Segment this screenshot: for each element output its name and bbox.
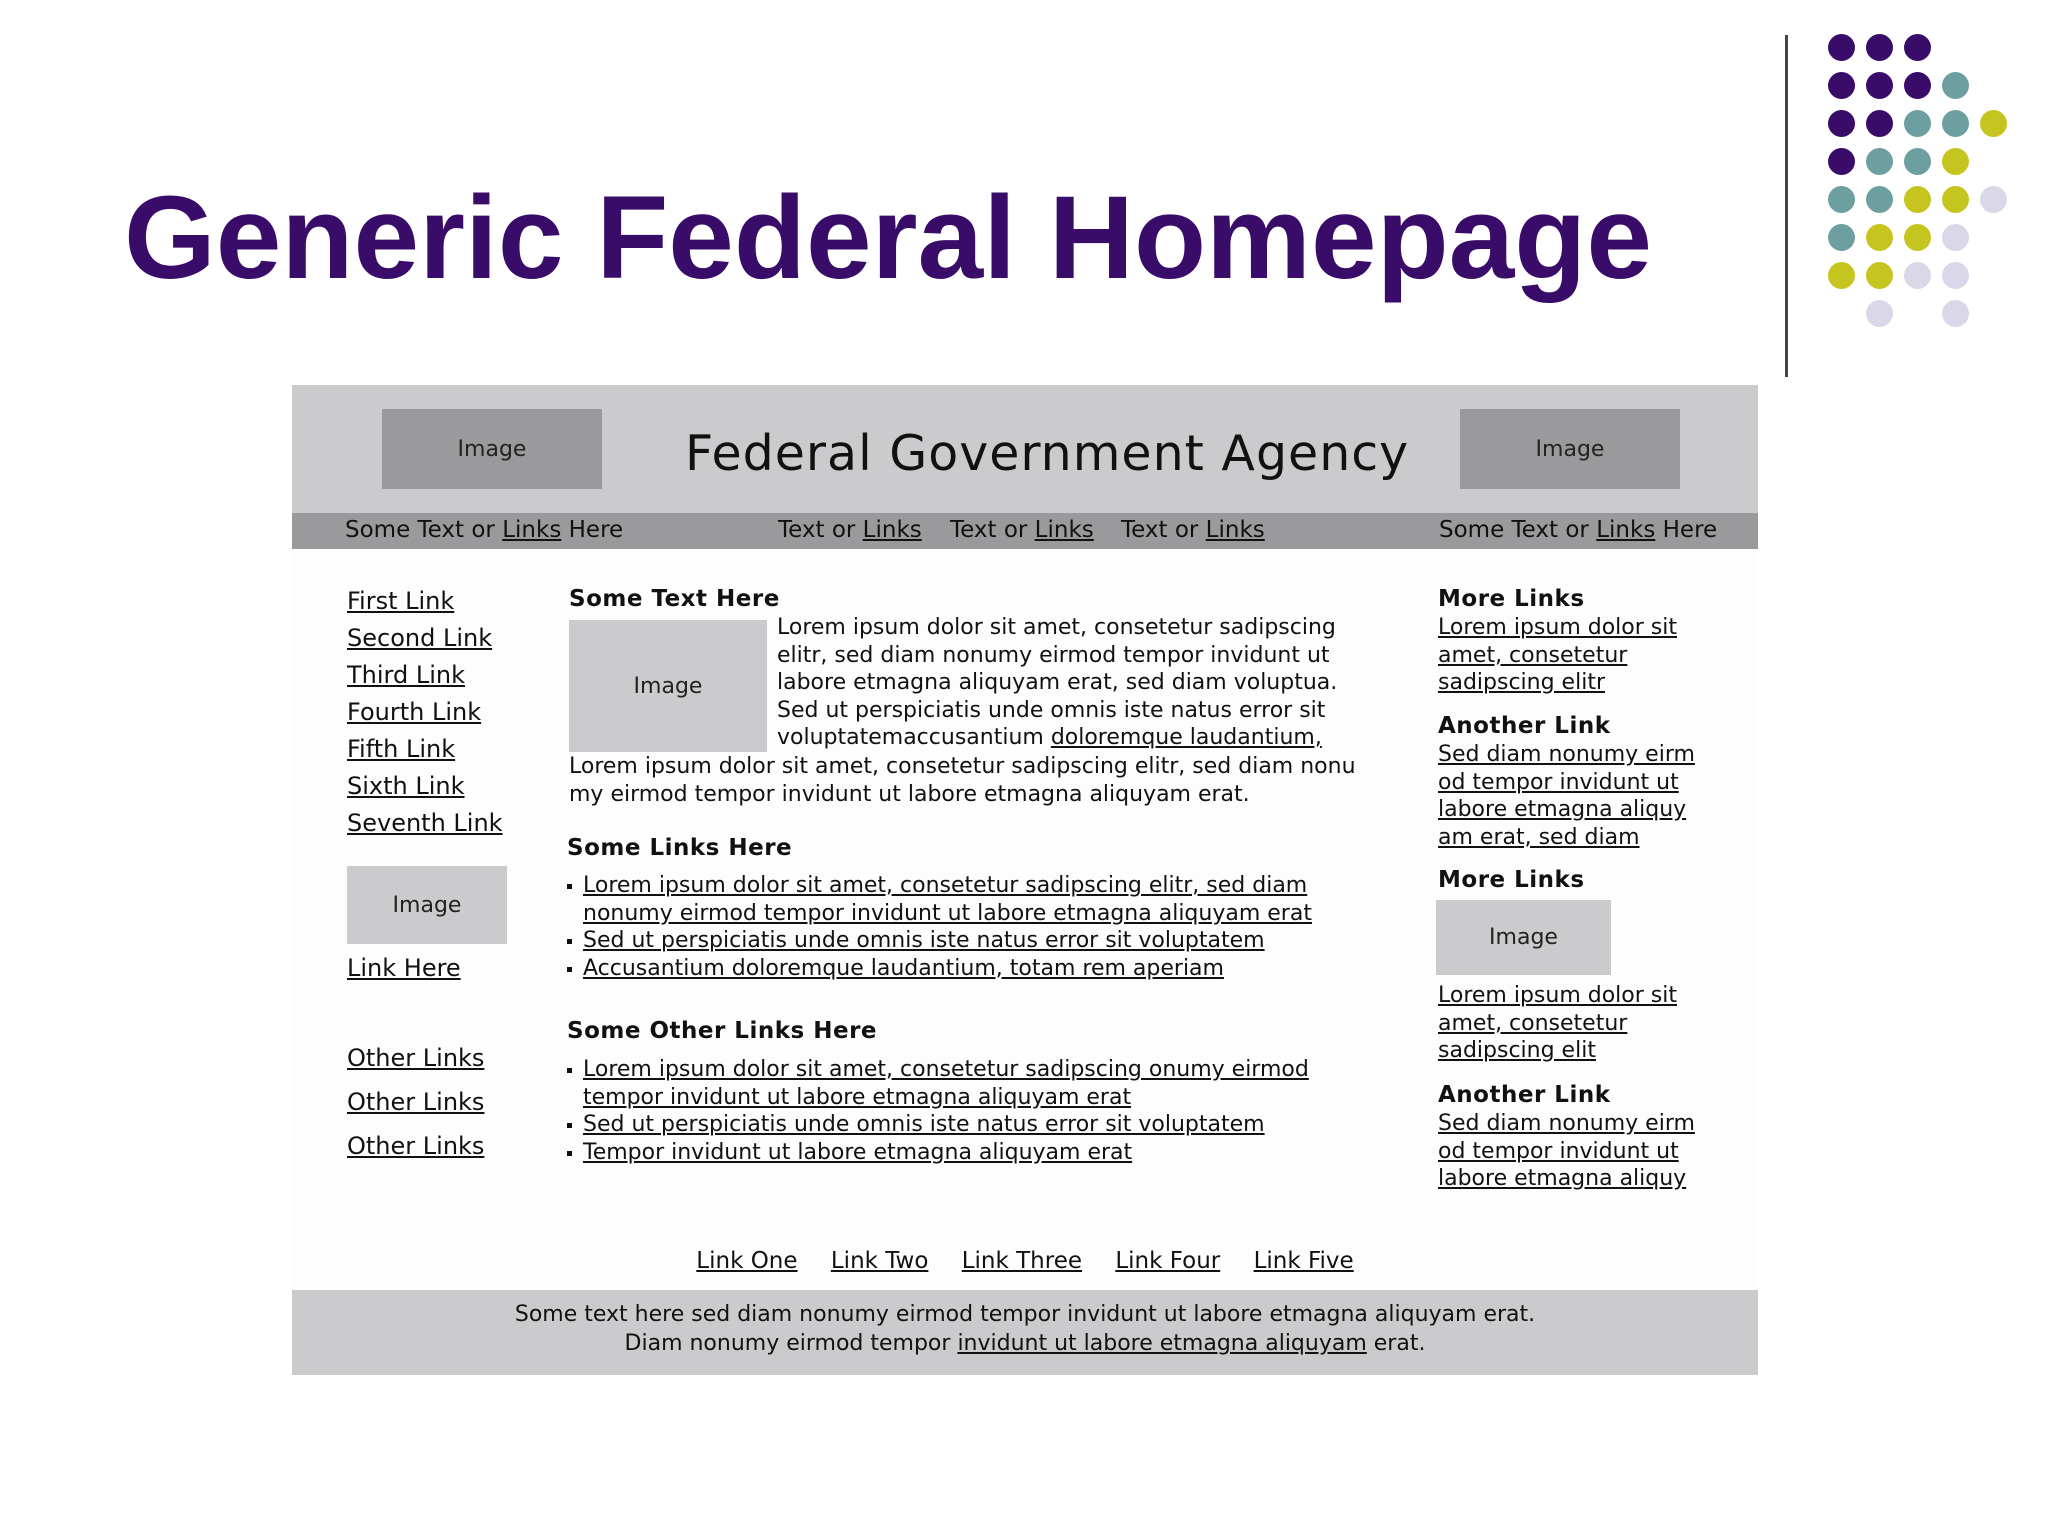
right-link-1c[interactable]: sadipscing elitr xyxy=(1438,670,1605,695)
decorative-dot xyxy=(1942,224,1969,251)
footer-link-three[interactable]: Link Three xyxy=(961,1248,1083,1274)
right-block-4 xyxy=(1438,1110,1695,1193)
site-footer xyxy=(292,1290,1758,1375)
decorative-dot xyxy=(1866,300,1893,327)
other-links-item-1[interactable]: Lorem ipsum dolor sit amet, consetetur sadipscing onumy eirmod xyxy=(583,1057,1309,1082)
right-sidebar-image: Image xyxy=(1436,900,1611,975)
footer-link-one[interactable]: Link One xyxy=(696,1248,798,1274)
list-item xyxy=(567,1139,1309,1167)
main-full-text: Lorem ipsum dolor sit amet, consetetur sadipscing elitr, sed diam nonu my eirmod tempor invidunt ut labore etmagna aliquyam erat. xyxy=(569,754,1356,807)
decorative-dot xyxy=(1904,224,1931,251)
main-inline-link[interactable]: doloremque laudantium, xyxy=(1050,725,1322,750)
some-links-item-2[interactable]: Sed ut perspiciatis unde omnis iste natus error sit voluptatem xyxy=(583,928,1265,953)
right-link-2d[interactable]: am erat, sed diam xyxy=(1438,824,1640,850)
decorative-dot xyxy=(1866,72,1893,99)
sidebar-link-sixth[interactable]: Sixth Link xyxy=(347,772,465,800)
nav-text-right: Some Text or Links Here xyxy=(1439,517,1718,543)
sidebar-image-link[interactable]: Link Here xyxy=(347,954,461,982)
right-link-1b[interactable]: amet, consetetur xyxy=(1438,642,1628,668)
nav-link-middle-3[interactable]: Links xyxy=(1205,517,1265,543)
main-image: Image xyxy=(569,620,767,752)
header-image-right: Image xyxy=(1460,409,1680,489)
list-item xyxy=(567,1056,1309,1084)
homepage-wireframe xyxy=(292,385,1758,1375)
agency-name: Federal Government Agency xyxy=(685,425,1410,482)
slide-title: Generic Federal Homepage xyxy=(124,172,1653,304)
decorative-dot xyxy=(1866,224,1893,251)
right-heading-more-links-1: More Links xyxy=(1438,586,1585,612)
list-item xyxy=(567,955,1312,983)
right-block-2 xyxy=(1438,741,1695,851)
other-links-item-3[interactable]: Tempor invidunt ut labore etmagna aliquyam erat xyxy=(583,1139,1133,1165)
right-heading-another-link-2: Another Link xyxy=(1438,1082,1611,1108)
nav-text-middle-2: Text or Links xyxy=(950,517,1094,543)
decorative-dot xyxy=(1942,186,1969,213)
right-link-3b[interactable]: amet, consetetur xyxy=(1438,1010,1628,1036)
other-links-item-1-cont[interactable]: tempor invidunt ut labore etmagna aliquyam erat xyxy=(583,1084,1132,1110)
decorative-dot xyxy=(1866,34,1893,61)
sidebar-other-link-3[interactable]: Other Links xyxy=(347,1132,485,1160)
decorative-dot xyxy=(1904,262,1931,289)
other-links-list xyxy=(567,1056,1309,1166)
sidebar-other-links xyxy=(347,1036,484,1168)
nav-link-left[interactable]: Links xyxy=(502,517,562,543)
some-links-item-1-cont[interactable]: nonumy eirmod tempor invidunt ut labore etmagna aliquyam erat xyxy=(583,900,1312,926)
right-link-3c[interactable]: sadipscing elit xyxy=(1438,1038,1596,1063)
right-link-2a[interactable]: Sed diam nonumy eirm xyxy=(1438,742,1695,767)
right-link-1a[interactable]: Lorem ipsum dolor sit xyxy=(1438,615,1677,640)
right-link-2b[interactable]: od tempor invidunt ut xyxy=(1438,769,1679,795)
right-link-2c[interactable]: labore etmagna aliquy xyxy=(1438,797,1687,822)
decorative-dot xyxy=(1904,148,1931,175)
decorative-dot xyxy=(1828,224,1855,251)
decorative-dot xyxy=(1904,110,1931,137)
decorative-dot xyxy=(1866,110,1893,137)
decorative-dot xyxy=(1942,300,1969,327)
sidebar-link-third[interactable]: Third Link xyxy=(347,661,465,689)
header-image-left: Image xyxy=(382,409,602,489)
footer-text-line-2: Diam nonumy eirmod tempor invidunt ut labore etmagna aliquyam erat. xyxy=(624,1331,1426,1356)
decorative-dot xyxy=(1942,262,1969,289)
some-links-item-3[interactable]: Accusantium doloremque laudantium, totam rem aperiam xyxy=(583,955,1224,981)
decorative-dot xyxy=(1828,72,1855,99)
footer-links xyxy=(292,1248,1758,1274)
sidebar-link-first[interactable]: First Link xyxy=(347,587,455,615)
right-heading-another-link-1: Another Link xyxy=(1438,713,1611,739)
site-header xyxy=(292,385,1758,513)
decorative-dot xyxy=(1980,186,2007,213)
right-link-4b[interactable]: od tempor invidunt ut xyxy=(1438,1138,1679,1164)
sidebar-link-second[interactable]: Second Link xyxy=(347,624,493,652)
left-sidebar-links xyxy=(347,583,503,842)
right-link-4c[interactable]: labore etmagna aliquy xyxy=(1438,1166,1687,1191)
decorative-dot xyxy=(1866,262,1893,289)
nav-text-left: Some Text or Links Here xyxy=(345,517,624,543)
sidebar-other-link-2[interactable]: Other Links xyxy=(347,1088,485,1116)
decorative-dot xyxy=(1828,148,1855,175)
decorative-dot xyxy=(1828,186,1855,213)
decorative-dot xyxy=(1866,148,1893,175)
decorative-dot xyxy=(1828,262,1855,289)
divider-line xyxy=(1785,35,1788,377)
right-block-1 xyxy=(1438,614,1677,697)
nav-link-middle-1[interactable]: Links xyxy=(862,517,922,543)
footer-link-five[interactable]: Link Five xyxy=(1253,1248,1354,1274)
right-link-3a[interactable]: Lorem ipsum dolor sit xyxy=(1438,983,1677,1008)
some-links-list xyxy=(567,872,1312,982)
decorative-dot xyxy=(1828,110,1855,137)
decorative-dot xyxy=(1904,186,1931,213)
footer-link-four[interactable]: Link Four xyxy=(1115,1248,1221,1274)
footer-link-two[interactable]: Link Two xyxy=(830,1248,929,1274)
decorative-dot xyxy=(1942,72,1969,99)
list-item xyxy=(567,1111,1309,1139)
list-item xyxy=(567,927,1312,955)
nav-bar xyxy=(292,513,1758,549)
right-link-4a[interactable]: Sed diam nonumy eirm xyxy=(1438,1111,1695,1136)
section-heading-some-links: Some Links Here xyxy=(567,835,793,861)
nav-link-middle-2[interactable]: Links xyxy=(1034,517,1094,543)
nav-text-middle-3: Text or Links xyxy=(1121,517,1265,543)
some-links-item-1[interactable]: Lorem ipsum dolor sit amet, consetetur sadipscing elitr, sed diam xyxy=(583,873,1308,898)
nav-text-middle-1: Text or Links xyxy=(778,517,922,543)
other-links-item-2[interactable]: Sed ut perspiciatis unde omnis iste natus error sit voluptatem xyxy=(583,1112,1265,1137)
footer-inline-link[interactable]: invidunt ut labore etmagna aliquyam xyxy=(957,1331,1367,1356)
section-heading-some-text: Some Text Here xyxy=(569,586,780,612)
footer-text-line-1: Some text here sed diam nonumy eirmod tempor invidunt ut labore etmagna aliquyam erat. xyxy=(514,1302,1536,1327)
decorative-dot xyxy=(1980,110,2007,137)
sidebar-other-link-1[interactable]: Other Links xyxy=(347,1044,485,1072)
nav-link-right[interactable]: Links xyxy=(1596,517,1656,543)
sidebar-image-link-wrap xyxy=(347,950,461,987)
decorative-dot xyxy=(1942,148,1969,175)
sidebar-link-fourth[interactable]: Fourth Link xyxy=(347,698,482,726)
right-block-3 xyxy=(1438,982,1677,1065)
section-heading-other-links: Some Other Links Here xyxy=(567,1018,878,1044)
sidebar-image: Image xyxy=(347,866,507,944)
decorative-dot xyxy=(1828,34,1855,61)
right-heading-more-links-2: More Links xyxy=(1438,867,1585,893)
decorative-dot xyxy=(1904,72,1931,99)
main-wrap-text: Lorem ipsum dolor sit amet, consetetur sadipscing elitr, sed diam nonumy eirmod tempor invidunt ut labore etmagna aliquyam erat, sed diam voluptua. Sed ut perspiciatis unde omnis iste natus error sit voluptatemaccusantium doloremque laudantium, xyxy=(777,615,1338,750)
sidebar-link-seventh[interactable]: Seventh Link xyxy=(347,809,503,837)
decorative-dot xyxy=(1904,34,1931,61)
decorative-dot xyxy=(1866,186,1893,213)
sidebar-link-fifth[interactable]: Fifth Link xyxy=(347,735,456,763)
decorative-dot xyxy=(1942,110,1969,137)
list-item xyxy=(567,872,1312,900)
